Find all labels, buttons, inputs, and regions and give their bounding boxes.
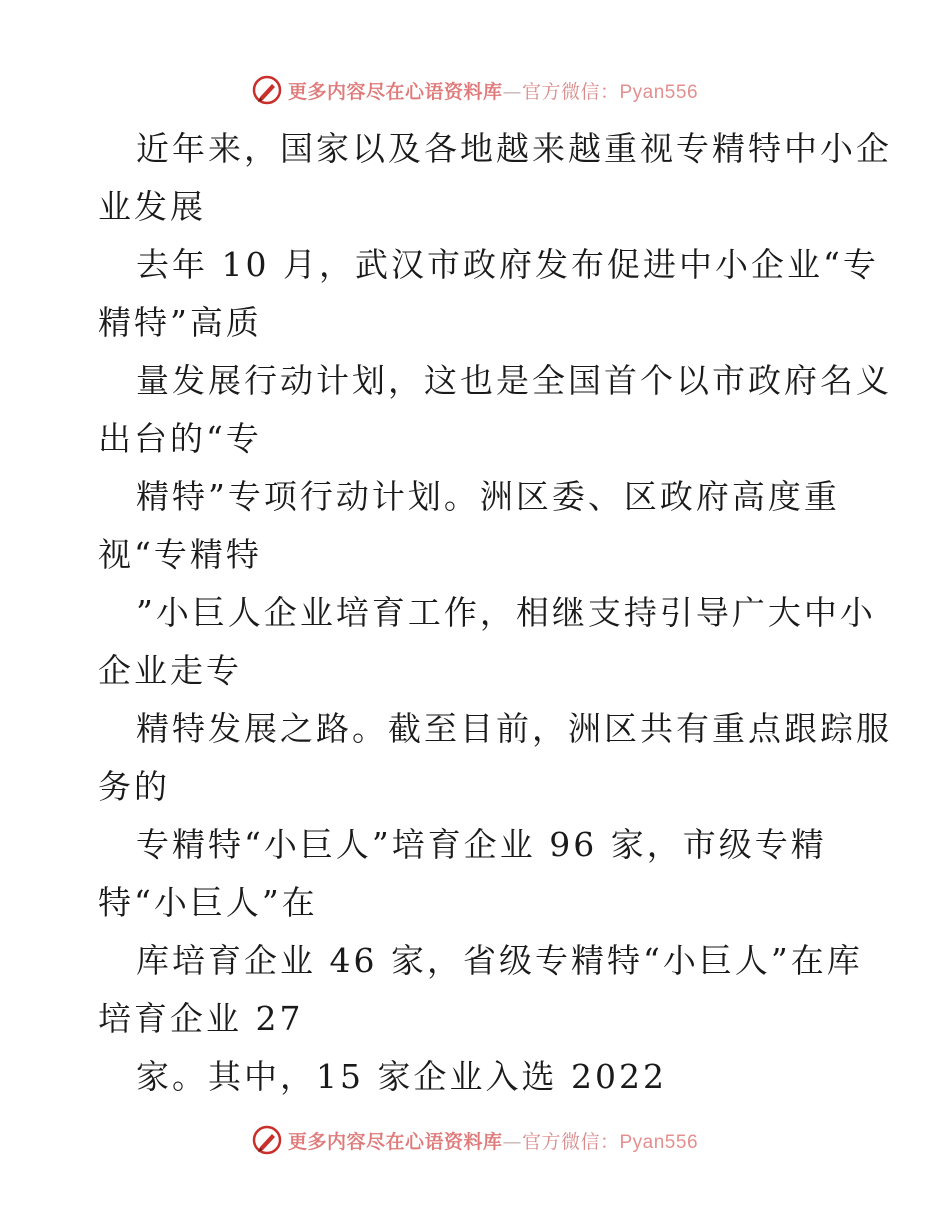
paragraph-line: 近年来，国家以及各地越来越重视专精特中小企 (136, 129, 892, 168)
paragraph-line: 视“专精特 (98, 535, 262, 574)
document-body (98, 120, 892, 1106)
paragraph-line: 专精特“小巨人”培育企业 96 家，市级专精 (136, 825, 827, 864)
paragraph-line: 务的 (98, 767, 170, 806)
paragraph-line: 特“小巨人”在 (98, 883, 318, 922)
watermark-separator: — (502, 1130, 522, 1153)
watermark-separator: — (502, 80, 522, 103)
paragraph-line: 去年 10 月，武汉市政府发布促进中小企业“专 (136, 245, 879, 284)
header-watermark (0, 70, 950, 110)
footer-watermark (0, 1120, 950, 1160)
watermark-handle: Pyan556 (619, 1131, 699, 1153)
watermark-brand: 更多内容尽在心语资料库 (287, 1130, 503, 1153)
watermark-handle: Pyan556 (619, 81, 699, 103)
watermark-official-label: 官方微信： (521, 1130, 620, 1153)
paragraph-line: 业发展 (98, 187, 206, 226)
paragraph-line: 库培育企业 46 家，省级专精特“小巨人”在库 (136, 941, 863, 980)
paragraph-line: 企业走专 (98, 651, 242, 690)
paragraph-line: 精特”专项行动计划。洲区委、区政府高度重 (136, 477, 840, 516)
pen-nib-logo-icon (252, 75, 282, 105)
paragraph-line: 量发展行动计划，这也是全国首个以市政府名义 (136, 361, 892, 400)
watermark-text (288, 77, 698, 104)
paragraph-line: ”小巨人企业培育工作，相继支持引导广大中小 (136, 593, 876, 632)
paragraph-line: 家。其中，15 家企业入选 2022 (136, 1057, 667, 1096)
paragraph-line: 精特”高质 (98, 303, 262, 342)
paragraph-line: 培育企业 27 (98, 999, 304, 1038)
watermark-official-label: 官方微信： (521, 80, 620, 103)
watermark-brand: 更多内容尽在心语资料库 (287, 80, 503, 103)
pen-nib-logo-icon (252, 1125, 282, 1155)
watermark-text (288, 1127, 698, 1154)
paragraph-line: 出台的“专 (98, 419, 262, 458)
paragraph-line: 精特发展之路。截至目前，洲区共有重点跟踪服 (136, 709, 892, 748)
